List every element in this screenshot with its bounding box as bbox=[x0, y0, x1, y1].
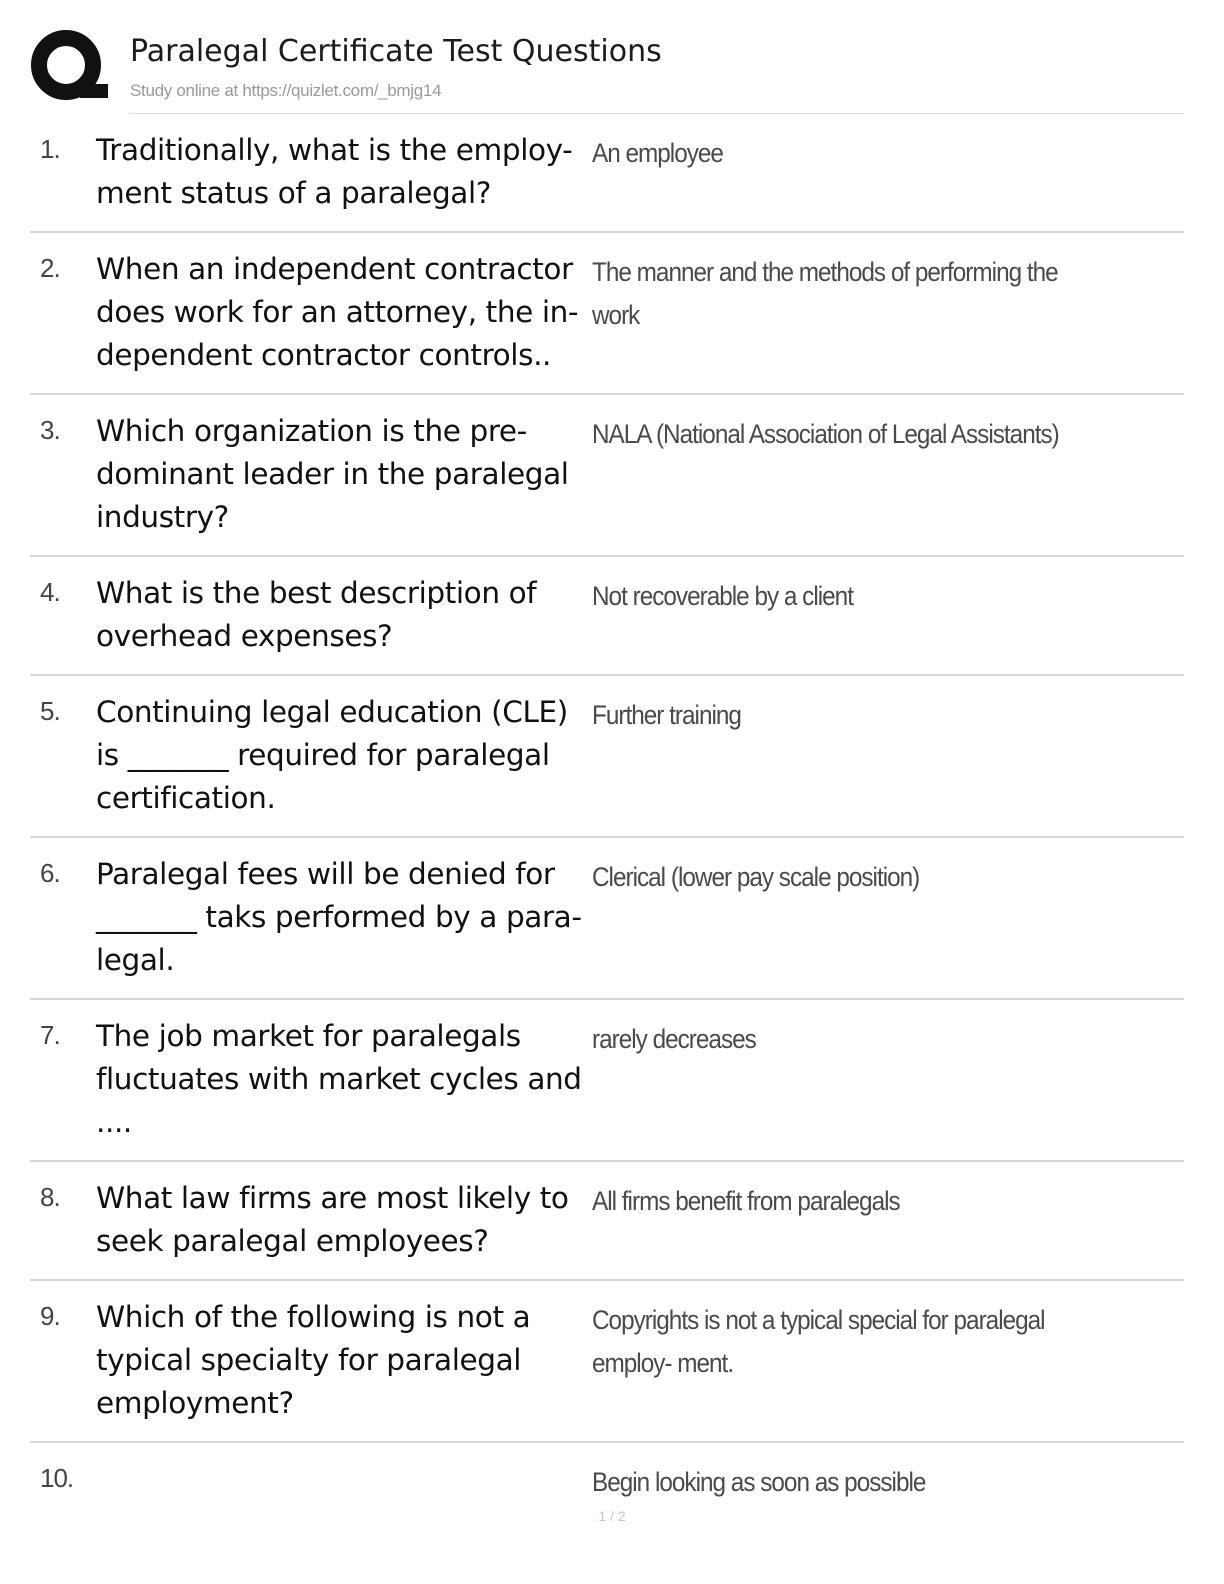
flashcard-row bbox=[30, 114, 1184, 233]
page-header bbox=[30, 28, 1184, 114]
card-term: Paralegal fees will be denied for _______ taks performed by a para- legal. bbox=[96, 857, 582, 977]
card-definition: Begin looking as soon as possible bbox=[592, 1467, 926, 1497]
card-term: When an independent contractor does work for an attorney, the in- dependent contractor controls.. bbox=[96, 252, 579, 372]
flashcard-row bbox=[30, 676, 1184, 838]
flashcard-row bbox=[30, 395, 1184, 557]
card-number: 7. bbox=[40, 1020, 60, 1050]
card-definition: Further training bbox=[592, 700, 741, 730]
card-definition: Not recoverable by a client bbox=[592, 581, 853, 611]
card-number: 8. bbox=[40, 1182, 60, 1212]
flashcard-row bbox=[30, 233, 1184, 395]
flashcard-row bbox=[30, 1281, 1184, 1443]
card-term: Continuing legal education (CLE) is _______ required for paralegal certification. bbox=[96, 695, 568, 815]
card-term: Traditionally, what is the employ- ment status of a paralegal? bbox=[96, 133, 573, 210]
flashcard-row bbox=[30, 1162, 1184, 1281]
flashcard-row bbox=[30, 1000, 1184, 1162]
flashcard-list bbox=[30, 114, 1184, 1523]
card-term: What law firms are most likely to seek paralegal employees? bbox=[96, 1181, 569, 1258]
card-term: The job market for paralegals fluctuates with market cycles and .... bbox=[96, 1019, 582, 1139]
card-number: 1. bbox=[40, 134, 60, 164]
card-number: 2. bbox=[40, 253, 60, 283]
page-number: 1 / 2 bbox=[598, 1508, 626, 1524]
card-number: 10. bbox=[40, 1463, 74, 1493]
card-definition: All firms benefit from paralegals bbox=[592, 1186, 900, 1216]
card-definition: Copyrights is not a typical special for paralegal employ- ment. bbox=[592, 1305, 1045, 1378]
card-definition: Clerical (lower pay scale position) bbox=[592, 862, 920, 892]
card-definition: rarely decreases bbox=[592, 1024, 756, 1054]
card-number: 4. bbox=[40, 577, 60, 607]
card-number: 5. bbox=[40, 696, 60, 726]
card-definition: The manner and the methods of performing the work bbox=[592, 257, 1058, 330]
flashcard-row bbox=[30, 557, 1184, 676]
card-definition: NALA (National Association of Legal Assistants) bbox=[592, 419, 1059, 449]
study-online-link[interactable]: Study online at https://quizlet.com/_bmjg14 bbox=[130, 81, 442, 100]
quizlet-q-logo-icon bbox=[30, 28, 108, 106]
card-definition: An employee bbox=[592, 138, 723, 168]
flashcard-row bbox=[30, 838, 1184, 1000]
card-number: 9. bbox=[40, 1301, 60, 1331]
card-number: 6. bbox=[40, 858, 60, 888]
card-term: What is the best description of overhead expenses? bbox=[96, 576, 537, 653]
card-term: Which of the following is not a typical specialty for paralegal employment? bbox=[96, 1300, 531, 1420]
card-number: 3. bbox=[40, 415, 60, 445]
page-title: Paralegal Certificate Test Questions bbox=[130, 34, 662, 69]
card-term: Which organization is the pre- dominant leader in the paralegal industry? bbox=[96, 414, 569, 534]
